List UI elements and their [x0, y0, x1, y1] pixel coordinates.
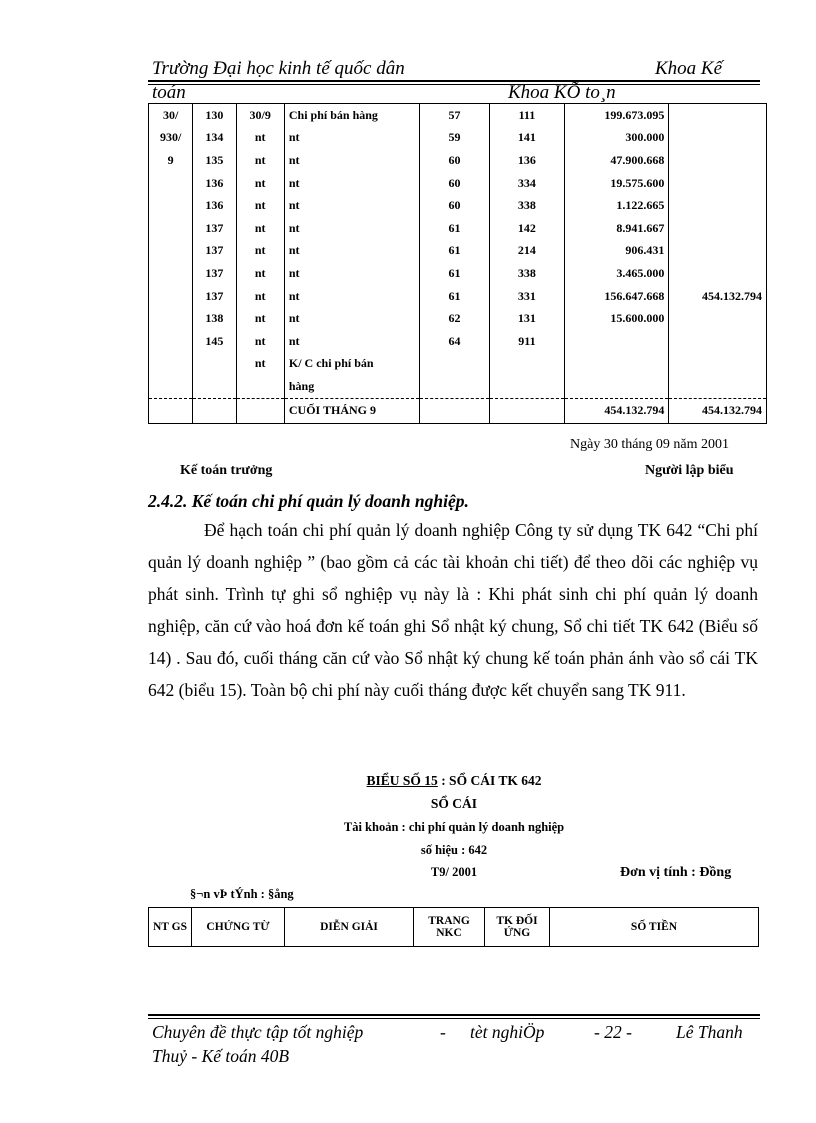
ledger-cell-no [564, 353, 669, 376]
ledger2-unit: Đơn vị tính : Đồng [620, 865, 732, 880]
ledger-cell-col3: nt [236, 307, 284, 330]
header-rule-thick [148, 80, 760, 82]
footer-text-2: tèt nghiÖp [470, 1022, 545, 1042]
ledger-row [149, 285, 767, 308]
ledger-cell-tk: 338 [490, 262, 564, 285]
ledger2-header-cell: TRANG NKC [414, 908, 485, 947]
footer-dash: - [440, 1022, 446, 1042]
ledger-row [149, 127, 767, 150]
ledger-cell-col1 [149, 375, 193, 398]
ledger-cell-col1 [149, 240, 193, 263]
ledger2-header-table [148, 907, 759, 947]
ledger-cell-desc: nt [284, 262, 419, 285]
ledger-cell-no: 1.122.665 [564, 194, 669, 217]
ledger2-account: Tài khoản : chi phí quản lý doanh nghiệp [343, 820, 565, 834]
ledger-total-empty [490, 398, 564, 423]
ledger-cell-col3: nt [236, 285, 284, 308]
ledger-row [149, 307, 767, 330]
ledger-cell-col3: nt [236, 262, 284, 285]
ledger2-header-cell: CHỨNG TỪ [192, 908, 285, 947]
ledger-cell-tk: 131 [490, 307, 564, 330]
ledger-cell-tk: 334 [490, 172, 564, 195]
ledger-total-empty [419, 398, 489, 423]
ledger-cell-co [669, 375, 767, 398]
footer-text-1: Chuyên đề thực tập tốt nghiệp [152, 1022, 364, 1042]
ledger-cell-col3: nt [236, 127, 284, 150]
footer-page-number: - 22 - [594, 1022, 632, 1042]
ledger-cell-desc: hàng [284, 375, 419, 398]
ledger2-unit-garbled: §¬n vÞ tÝnh : §ång [190, 887, 294, 901]
ledger-cell-no: 19.575.600 [564, 172, 669, 195]
ledger-cell-trang: 61 [419, 240, 489, 263]
ledger2-number: số hiệu : 642 [420, 843, 488, 857]
ledger-cell-tk: 331 [490, 285, 564, 308]
ledger-cell-col3: nt [236, 217, 284, 240]
ledger-cell-desc: nt [284, 307, 419, 330]
ledger-cell-tk: 338 [490, 194, 564, 217]
ledger-cell-co [669, 104, 767, 127]
ledger-cell-tk: 111 [490, 104, 564, 127]
ledger-row [149, 217, 767, 240]
ledger-total-empty [149, 398, 193, 423]
ledger-cell-co [669, 240, 767, 263]
ledger-cell-no: 300.000 [564, 127, 669, 150]
header-line2-left: toán [152, 82, 186, 103]
ledger-cell-desc: K/ C chi phí bán [284, 353, 419, 376]
ledger-row [149, 172, 767, 195]
ledger-table [148, 103, 767, 424]
footer-author: Lê Thanh [676, 1022, 743, 1042]
ledger-cell-co: 454.132.794 [669, 285, 767, 308]
ledger-cell-no: 8.941.667 [564, 217, 669, 240]
ledger-total-label: CUỐI THÁNG 9 [284, 398, 419, 423]
ledger-cell-no [564, 375, 669, 398]
ledger-cell-col2: 137 [193, 262, 236, 285]
date-line: Ngày 30 tháng 09 năm 2001 [570, 437, 730, 452]
ledger-cell-trang: 60 [419, 149, 489, 172]
ledger-cell-desc: nt [284, 127, 419, 150]
ledger-cell-trang: 59 [419, 127, 489, 150]
ledger-row [149, 149, 767, 172]
ledger-row [149, 240, 767, 263]
ledger2-title-suffix: : SỔ CÁI TK 642 [437, 773, 542, 788]
ledger-cell-tk: 214 [490, 240, 564, 263]
ledger-cell-trang: 60 [419, 172, 489, 195]
ledger-cell-tk: 136 [490, 149, 564, 172]
ledger-cell-co [669, 217, 767, 240]
ledger-cell-desc: nt [284, 149, 419, 172]
ledger-cell-trang: 61 [419, 262, 489, 285]
footer-rule-thick [148, 1014, 760, 1016]
ledger-cell-col2: 135 [193, 149, 236, 172]
ledger-cell-col3: nt [236, 353, 284, 376]
ledger-cell-trang: 62 [419, 307, 489, 330]
ledger-cell-trang: 61 [419, 285, 489, 308]
ledger-cell-desc: nt [284, 240, 419, 263]
ledger-cell-col2 [193, 375, 236, 398]
ledger2-header-cell: DIỄN GIẢI [285, 908, 414, 947]
ledger-total-no: 454.132.794 [564, 398, 669, 423]
ledger-row [149, 104, 767, 127]
ledger-cell-col1 [149, 262, 193, 285]
footer-rule-thin [148, 1018, 760, 1019]
ledger-cell-col1 [149, 194, 193, 217]
ledger-cell-trang: 61 [419, 217, 489, 240]
ledger-row [149, 262, 767, 285]
ledger-cell-col2: 130 [193, 104, 236, 127]
ledger2-title-prefix: BIỂU SỐ 15 [366, 773, 438, 788]
ledger-cell-col1 [149, 307, 193, 330]
ledger-cell-co [669, 307, 767, 330]
ledger-cell-desc: nt [284, 285, 419, 308]
ledger-cell-col3: 30/9 [236, 104, 284, 127]
ledger-total-empty [236, 398, 284, 423]
ledger-cell-co [669, 353, 767, 376]
ledger-cell-no: 906.431 [564, 240, 669, 263]
ledger-cell-col3: nt [236, 194, 284, 217]
header-faculty: Khoa Kế [655, 58, 723, 79]
ledger-total-empty [193, 398, 236, 423]
ledger2-title [148, 773, 760, 789]
ledger-cell-co [669, 330, 767, 353]
body-paragraph: Để hạch toán chi phí quản lý doanh nghiệp Công ty sử dụng TK 642 “Chi phí quản lý doanh nghiệp ” (bao gồm cả các tài khoản chi tiết) để theo dõi các nghiệp vụ phát sinh. Trình tự ghi sổ nghiệp vụ này là : Khi phát sinh chi phí quản lý doanh nghiệp, căn cứ vào hoá đơn kế toán ghi Sổ nhật ký chung, Sổ chi tiết TK 642 (Biểu số 14) . Sau đó, cuối tháng căn cứ vào Sổ nhật ký chung kế toán phản ánh vào sổ cái TK 642 (biểu 15). Toàn bộ chi phí này cuối tháng được kết chuyển sang TK 911. [148, 520, 758, 700]
ledger-cell-col1 [149, 172, 193, 195]
ledger-cell-no: 3.465.000 [564, 262, 669, 285]
ledger-cell-col2: 137 [193, 285, 236, 308]
ledger-cell-tk: 142 [490, 217, 564, 240]
sign-preparer: Người lập biểu [645, 463, 734, 478]
ledger-cell-col2: 145 [193, 330, 236, 353]
ledger-row [149, 194, 767, 217]
ledger-cell-col3 [236, 375, 284, 398]
ledger-cell-no: 15.600.000 [564, 307, 669, 330]
section-title: 2.4.2. Kế toán chi phí quản lý doanh nghiệp. [148, 491, 469, 511]
ledger-cell-co [669, 127, 767, 150]
ledger2-subtitle: SỔ CÁI [430, 796, 478, 811]
ledger-cell-desc: Chi phí bán hàng [284, 104, 419, 127]
ledger-cell-col1: 9 [149, 149, 193, 172]
ledger-row [149, 330, 767, 353]
footer-author-line2: Thuỷ - Kế toán 40B [152, 1046, 290, 1066]
ledger-cell-trang: 64 [419, 330, 489, 353]
sign-chief-accountant: Kế toán trưởng [180, 463, 273, 478]
ledger-cell-col2: 134 [193, 127, 236, 150]
ledger-cell-col2: 137 [193, 217, 236, 240]
header-line2-right: Khoa KÕ to¸n [508, 82, 616, 103]
ledger-cell-col3: nt [236, 172, 284, 195]
ledger-cell-col2: 138 [193, 307, 236, 330]
ledger-cell-trang: 57 [419, 104, 489, 127]
ledger-cell-col3: nt [236, 149, 284, 172]
ledger-cell-no [564, 330, 669, 353]
ledger-cell-no: 156.647.668 [564, 285, 669, 308]
ledger-cell-col2: 137 [193, 240, 236, 263]
ledger-cell-col2: 136 [193, 194, 236, 217]
ledger-cell-co [669, 262, 767, 285]
ledger-cell-col1 [149, 217, 193, 240]
ledger2-header-cell: TK ĐỐI ỨNG [485, 908, 550, 947]
ledger-cell-desc: nt [284, 330, 419, 353]
ledger-cell-col1 [149, 353, 193, 376]
ledger-cell-trang [419, 353, 489, 376]
ledger-cell-co [669, 172, 767, 195]
ledger-total-row [149, 398, 767, 423]
header-rule-thin [148, 84, 760, 85]
ledger-cell-col1: 930/ [149, 127, 193, 150]
ledger-cell-col1: 30/ [149, 104, 193, 127]
ledger-cell-col1 [149, 285, 193, 308]
ledger-cell-trang: 60 [419, 194, 489, 217]
ledger-cell-desc: nt [284, 194, 419, 217]
ledger-cell-col1 [149, 330, 193, 353]
ledger2-header-cell: NT GS [149, 908, 192, 947]
ledger-cell-desc: nt [284, 172, 419, 195]
ledger-cell-tk [490, 353, 564, 376]
ledger-cell-tk: 141 [490, 127, 564, 150]
ledger-cell-no: 47.900.668 [564, 149, 669, 172]
ledger-cell-no: 199.673.095 [564, 104, 669, 127]
ledger-cell-col2 [193, 353, 236, 376]
ledger2-header-cell: SỐ TIỀN [550, 908, 759, 947]
ledger-total-co: 454.132.794 [669, 398, 767, 423]
ledger-cell-col3: nt [236, 240, 284, 263]
ledger-cell-desc: nt [284, 217, 419, 240]
ledger-cell-co [669, 149, 767, 172]
ledger-row [149, 353, 767, 376]
ledger-cell-co [669, 194, 767, 217]
ledger-cell-trang [419, 375, 489, 398]
ledger-cell-col3: nt [236, 330, 284, 353]
ledger-row [149, 375, 767, 398]
ledger-cell-col2: 136 [193, 172, 236, 195]
ledger2-period: T9/ 2001 [430, 865, 478, 879]
ledger-cell-tk: 911 [490, 330, 564, 353]
ledger-cell-tk [490, 375, 564, 398]
header-school: Trường Đại học kinh tế quốc dân [152, 58, 405, 79]
